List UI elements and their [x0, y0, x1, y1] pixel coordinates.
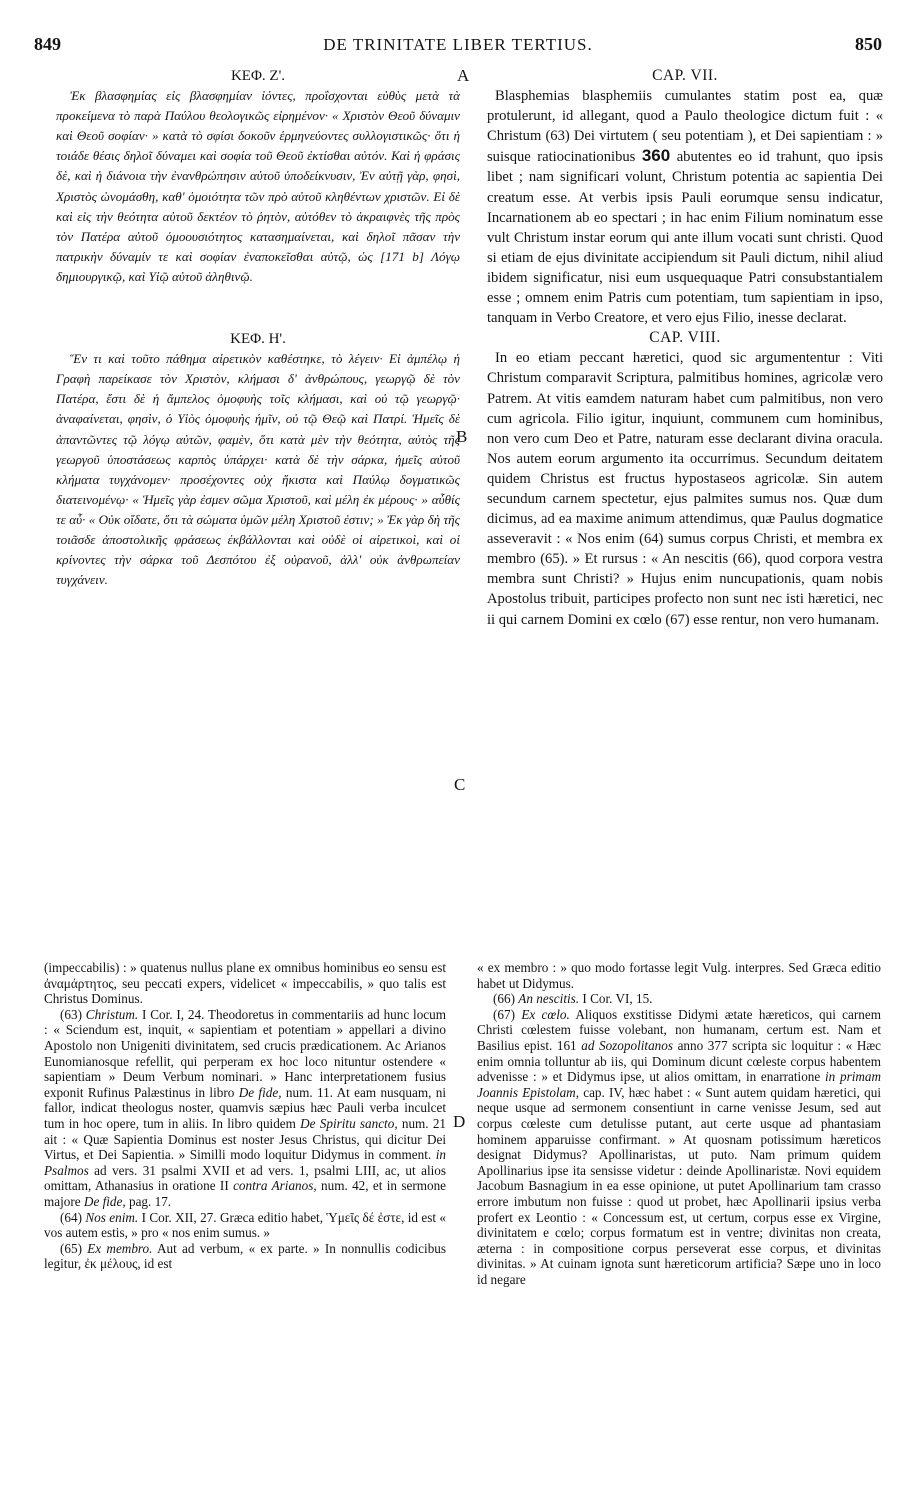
- footnote-67-text-c: cap. IV, hæc habet : « Sunt autem quidam hæretici, qui neque usque ad sermonem consentiunt in carne venisse Jesum, sed aut corpus cœleste cum detulisse putant, aut certe usque ad phantasiam hominem apparuisse confirmant. » At quosnam potissimum hæreticos designat Didymus? Apollinaristas, ut puto. Nam primum quidem Apollinarius ipse ita sensisse videtur : deinde Apollinaristæ. Novi equidem Jacobum Basnagium in ea esse opinione, ut putet Apollinarium tam crasso errore imbutum non fuisse : quod ut probet, hæc Apollinarii ipsius verba profert ex Leontio : « Concessum est, ut certum, corpus esse ex Virgine, divinitatem e cœlo; corpus formatum est in ventre; divinitas non creata, æterna : in compositione corpus perseverat esse corpus, et divinitas divinitas. » At cuinam ignota sunt hæreticorum artificia? Sæpe uno in loco id negare: [477, 1084, 881, 1287]
- footnote-63-text-e: num. 42, et in sermone majore: [44, 1178, 447, 1209]
- footnote-65-label: (65): [60, 1240, 82, 1256]
- footnote-63-text-b: num. 11. At eam nusquam, ni fallor, indicat theologus noster, quamvis sæpius hæc Pauli verba inculcet tum in hoc opere, tum in aliis. In libro quidem: [44, 1084, 446, 1131]
- page-number-right: 850: [855, 34, 882, 54]
- footnote-65: [44, 1241, 446, 1272]
- latin-text-column: [487, 66, 883, 630]
- margin-letter-d: D: [453, 1112, 466, 1131]
- margin-letter-c: C: [454, 775, 466, 794]
- footnote-continuation: (impeccabilis) : » quatenus nullus plane ex omnibus hominibus eo sensu est ἀναμάρτητος, seu peccati expers, videlicet « impeccabilis, » quo talis est Christus Dominus.: [44, 960, 446, 1007]
- footnote-67-italic-2: in primam Joannis Epistolam,: [477, 1069, 882, 1100]
- footnote-63-italic-2: De Spiritu sancto,: [300, 1115, 398, 1131]
- footnote-64-label: (64): [60, 1209, 82, 1225]
- footnote-63: [44, 1007, 446, 1210]
- greek-chapter-7-text: Ἐκ βλασφημίας εἰς βλασφημίαν ἰόντες, προΐσχονται εὐθὺς μετὰ τὰ προκείμενα τὸ παρὰ Παύλου θεολογικῶς εἰρημένον· « Χριστὸν Θεοῦ δύναμιν καὶ Θεοῦ σοφίαν· » κατὰ τὸ σφίσι δοκοῦν ἑρμηνεύοντες συλλογιστικῶς· ὅτι ἡ τοιάδε θέσις δηλοῖ δύναμει καὶ σοφία τοῦ Θεοῦ ἐκτίσθαι αὐτόν. Καὶ ἡ φράσις δὲ, καὶ ἡ διάνοια τὴν ἐνανθρώπησιν αὐτοῦ ὑποδείκνυσιν, Ἐν αὐτῇ γὰρ, φησὶ, Χριστὸς ὠνομάσθη, καθ' ὁμοιότητα τῶν πρὸ αὐτοῦ κληθέντων χριστῶν. Εἰ δὲ καὶ εἰς τὴν θεότητα αὐτοῦ δεκτέον τὸ ῥητὸν, αὐτόθεν τὸ ἀκραιφνὲς τῆς πρὸς τὸν Πατέρα αὐτοῦ ὁμοουσιότητος κατασημαίνεται, καὶ δηλοῖ πᾶσαν τὴν πατρικὴν δύναμίν τε καὶ σοφίαν ἐναποκεῖσθαι αὐτῷ, ὡς [171 b] Λόγῳ δημιουργικῷ, καὶ Υἱῷ αὐτοῦ ἀληθινῷ.: [56, 88, 460, 284]
- footnote-67-text-b: anno 377 scripta sic loquitur : « Hæc enim omnia tolluntur ab iis, qui Dominum dicunt cœleste corpus habentem advenisse : » et Didymus ipse, ut alios omittam, in enarratione: [477, 1037, 882, 1085]
- footnote-65-continuation: « ex membro : » quo modo fortasse legit Vulg. interpres. Sed Græca editio habet ut Didymus.: [477, 960, 881, 991]
- footnote-64-text: I Cor. XII, 27. Græca editio habet, Ὑμεῖς δέ ἐστε, id est « vos autem estis, » pro « nos enim sumus. »: [44, 1209, 447, 1241]
- footnote-66-label: (66): [493, 991, 515, 1007]
- latin-chapter-8-heading: CAP. VIII.: [649, 329, 721, 347]
- footnote-63-italic-3: in Psalmos: [44, 1147, 447, 1178]
- footnote-64: [44, 1210, 446, 1241]
- footnote-67-text-a: Aliquos exstitisse Didymi ætate hæreticos, qui carnem Christi cœlestem fuisse volebant, non humanam, certum est. Nam et Basilius epist. 161: [477, 1006, 881, 1053]
- footnotes-right: [477, 960, 881, 1287]
- latin-chapter-7-text: [487, 86, 883, 328]
- latin-chapter-7-text-b: abutentes eo id trahunt, quo ipsis libet ; nam significari volunt, Christum potentia ac sapientia Dei creatum esse. At verbis ipsis Pauli eorumque sensu indicatur, Incarnationem ab eo spectari ; in hac enim Filium nominatum esse vult Christum instar eorum qui ante illum vocati sunt christi. Quod si etiam de ejus divinitate accipiendum sit Pauli dictum, nihil aliud ibidem significatur, nisi eum usquequaque Patri consubstantialem esse ; omnem enim Patris cum potentiam, tum sapientiam in ipso, tanquam in Verbo Creatore, et vero ejus Filio, inesse declarat.: [487, 149, 883, 327]
- latin-chapter-8-text: In eo etiam peccant hæretici, quod sic argumententur : Viti Christum comparavit Scriptura, palmitibus homines, agricolæ vero Patrem. At vitis eamdem naturam habet cum palmitibus, non vero cum agricola. Filio igitur, inquiunt, communem cum hominibus, non vero cum Deo et Patre, naturam esse declarant divina oracula. Nos autem eorum argumento ita occurrimus. Secundum deitatem quidem Christus est fructus hypostaseos agricolæ. Sin autem secundum carnem spectetur, ejus palmites sumus nos. Quæ dum dicimus, ad ea maxime animum attendimus, quæ Paulus dogmatice asseveravit : « Nos enim (64) sumus corpus Christi, et membra ex membro (65). » Et rursus : « An nescitis (66), quod corpora vestra membra sunt Christi? » Hujus enim nuncupationis, quam nobis Apostolus tribuit, participes profecto non sunt nec isti hæretici, nec ii qui carnem Domini ex cœlo (67) esse rentur, non vero humanam.: [487, 350, 883, 628]
- footnote-65-text: Aut ad verbum, « ex parte. » In nonnullis codicibus legitur, ἐκ μέλους, id est: [44, 1240, 447, 1272]
- footnote-67-italic-1: ad Sozopolitanos: [581, 1037, 673, 1053]
- footnote-63-italic-5: De fide,: [83, 1193, 126, 1209]
- footnote-63-text-a: I Cor. I, 24. Theodoretus in commentariis ad hunc locum : « Sciendum est, inquit, « sapientiam et potentiam » appellari a divino Apostolo non Unigeniti divinitatem, sed crucis prædicationem. Ac Arianos Eunomianosque refellit, qui perperam ex hoc loco nituntur ostendere « sapientiam » Deum Verbum nominari. » Hanc interpretationem fusius exponit Rufinus Palæstinus in libro: [44, 1006, 446, 1100]
- footnote-67: [477, 1007, 881, 1288]
- latin-chapter-7-text-a: Blasphemias blasphemiis cumulantes statim post ea, quæ protulerunt, id allegant, quod a Paulo theologice dictum fuit : « Christum (63) Dei virtutem ( seu potentiam ), et Dei sapientiam : » suisque ratiocinationibus: [487, 88, 883, 166]
- latin-chapter-7-heading: CAP. VII.: [652, 67, 718, 84]
- margin-letter-a: A: [457, 66, 470, 85]
- footnote-63-label: (63): [60, 1006, 82, 1022]
- footnote-63-italic-4: contra Arianos,: [233, 1178, 317, 1194]
- footnote-63-text-f: pag. 17.: [128, 1193, 172, 1209]
- footnote-66: [477, 991, 881, 1007]
- footnote-63-italic-1: De fide,: [238, 1084, 282, 1100]
- footnotes-left: [44, 960, 446, 1272]
- running-head: [34, 34, 882, 54]
- footnote-66-lemma: An nescitis.: [518, 991, 580, 1007]
- book-title: DE TRINITATE LIBER TERTIUS.: [323, 35, 593, 54]
- margin-letter-b: B: [456, 427, 468, 446]
- greek-text-column: [56, 66, 460, 590]
- greek-chapter-7-heading: ΚΕΦ. Ζ'.: [230, 68, 286, 84]
- footnote-64-lemma: Nos enim.: [85, 1209, 139, 1225]
- greek-chapter-8-text: Ἕν τι καὶ τοῦτο πάθημα αἱρετικὸν καθέστηκε, τὸ λέγειν· Εἰ ἀμπέλῳ ἡ Γραφὴ παρείκασε τὸν Χριστὸν, κλήμασι δ' ἀνθρώπους, γεωργῷ δὲ τὸν Πατέρα, ἔστι δὲ ἡ ἄμπελος ὁμοφυὴς τοῖς κλήμασι, καὶ οὐ τῷ γεωργῷ· ἀναφαίνεται, φησὶν, ὁ Υἱὸς ὁμοφυὴς ἡμῖν, οὐ τῷ Θεῷ καὶ Πατρί. Ἡμεῖς δὲ ἀπαντῶντες τῷ λόγῳ αὐτῶν, φαμὲν, ὅτι κατὰ μὲν τὴν θεότητα, αὐτὸς τῆς γεωργοῦ ὑποστάσεως καρπὸς ὑπάρχει· κατὰ δὲ τὴν σάρκα, ἡμεῖς αὐτοῦ κλήματα τυγχάνομεν· προσέχοντες οὐχ ἥκιστα καὶ Παύλῳ δογματικῶς διατεινομένῳ· « Ἡμεῖς γὰρ ἐσμεν σῶμα Χριστοῦ, καὶ μέλη ἐκ μέρους· » αὖθίς τε αὖ· « Οὐκ οἴδατε, ὅτι τὰ σώματα ὑμῶν μέλη Χριστοῦ ἐστιν; » Ἐκ γὰρ δὴ τῆς τοιᾶσδε ἀποστολικῆς φράσεως ἐκβάλλονται καὶ οὐδὲ οἱ αἱρετικοὶ, καὶ οἱ κρίνοντες τὴν σάρκα τοῦ Δεσπότου ἐξ οὐρανοῦ, ἀλλ' οὐκ ἀνθρωπείαν τυγχάνειν.: [56, 351, 460, 588]
- footnote-63-text-c: num. 21 ait : « Quæ Sapientia Dominus est noster Jesus Christus, qui dicitur Dei Virtus, et Dei Sapientia. » Similli modo loquitur Didymus in comment.: [44, 1115, 447, 1163]
- greek-chapter-8-heading: ΚΕΦ. Η'.: [230, 331, 286, 348]
- footnote-67-label: (67): [493, 1006, 515, 1022]
- footnote-65-lemma: Ex membro.: [87, 1240, 153, 1256]
- footnote-66-text: I Cor. VI, 15.: [582, 991, 653, 1007]
- footnote-63-lemma: Christum.: [85, 1006, 139, 1022]
- marginal-column-number: 360: [641, 146, 671, 166]
- footnote-63-text-d: ad vers. 31 psalmi XVII et ad vers. 1, psalmi LIII, ac, ut alios omittam, Athanasius in oratione II: [44, 1162, 446, 1194]
- footnote-67-lemma: Ex cœlo.: [521, 1006, 570, 1022]
- page-number-left: 849: [34, 34, 61, 54]
